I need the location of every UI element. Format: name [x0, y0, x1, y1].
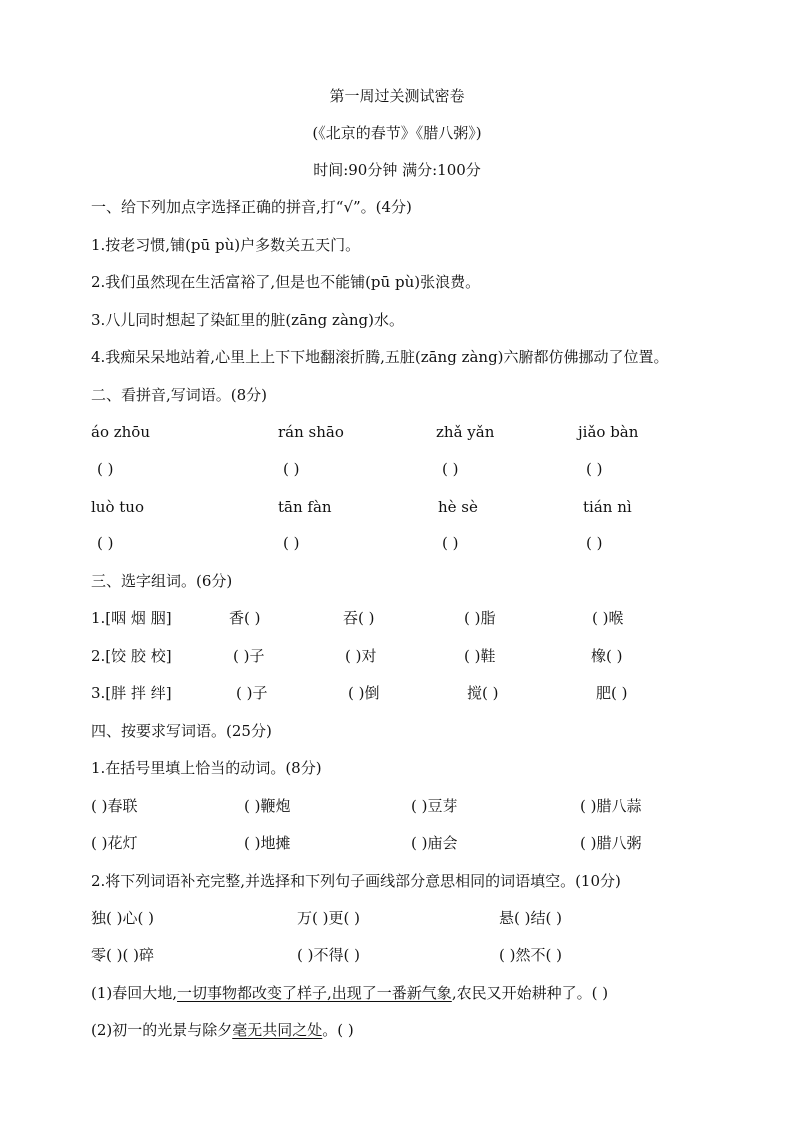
answer-blank[interactable]: ( ) — [97, 534, 114, 552]
pinyin-3: zhǎ yǎn — [436, 423, 495, 441]
fill-word[interactable]: ( )鞋 — [464, 647, 496, 665]
pinyin-7: hè sè — [438, 498, 478, 516]
verb-blank[interactable]: ( )庙会 — [411, 834, 458, 852]
section1-item-2: 2.我们虽然现在生活富裕了,但是也不能铺(pū pù)张浪费。 — [91, 273, 481, 291]
section1-item-1: 1.按老习惯,铺(pū pù)户多数关五天门。 — [91, 236, 361, 254]
sentence-text: (2)初一的光景与除夕 — [91, 1021, 233, 1039]
char-group: 2.[饺 胶 校] — [91, 647, 172, 665]
pinyin-2: rán shāo — [278, 423, 344, 441]
verb-blank[interactable]: ( )腊八蒜 — [580, 797, 642, 815]
question-label: 2.将下列词语补充完整,并选择和下列句子画线部分意思相同的词语填空。(10分) — [91, 872, 621, 890]
answer-blank[interactable]: ( ) — [283, 534, 300, 552]
sentence-2 — [91, 1020, 354, 1040]
sentence-answer[interactable]: 。( ) — [322, 1021, 354, 1039]
fill-word[interactable]: ( )倒 — [348, 684, 380, 702]
pinyin-4: jiǎo bàn — [578, 423, 639, 441]
section1-item-3: 3.八儿同时想起了染缸里的脏(zāng zàng)水。 — [91, 311, 405, 329]
idiom-blank[interactable]: 悬( )结( ) — [499, 909, 562, 927]
fill-word[interactable]: ( )脂 — [464, 609, 496, 627]
answer-blank[interactable]: ( ) — [97, 460, 114, 478]
char-group: 3.[胖 拌 绊] — [91, 684, 172, 702]
verb-blank[interactable]: ( )鞭炮 — [244, 797, 291, 815]
fill-word[interactable]: 香( ) — [229, 609, 261, 627]
section1-item-4: 4.我痴呆呆地站着,心里上上下下地翻滚折腾,五脏(zāng zàng)六腑都仿佛挪动了位置。 — [91, 348, 669, 366]
sentence-text: (1)春回大地, — [91, 984, 178, 1002]
fill-word[interactable]: 吞( ) — [343, 609, 375, 627]
fill-word[interactable]: ( )子 — [236, 684, 268, 702]
page-subtitle: (《北京的春节》《腊八粥》) — [312, 124, 482, 142]
answer-blank[interactable]: ( ) — [586, 534, 603, 552]
pinyin-8: tián nì — [583, 498, 632, 516]
idiom-blank[interactable]: ( )然不( ) — [499, 946, 562, 964]
char-group: 1.[咽 烟 胭] — [91, 609, 172, 627]
verb-blank[interactable]: ( )腊八粥 — [580, 834, 642, 852]
answer-blank[interactable]: ( ) — [442, 534, 459, 552]
idiom-blank[interactable]: ( )不得( ) — [297, 946, 360, 964]
pinyin-5: luò tuo — [91, 498, 144, 516]
pinyin-1: áo zhōu — [91, 423, 150, 441]
section4-heading: 四、按要求写词语。(25分) — [91, 722, 272, 740]
verb-blank[interactable]: ( )春联 — [91, 797, 138, 815]
idiom-blank[interactable]: 零( )( )碎 — [91, 946, 154, 964]
time-score-line: 时间:90分钟 满分:100分 — [313, 161, 481, 179]
fill-word[interactable]: ( )对 — [345, 647, 377, 665]
verb-blank[interactable]: ( )花灯 — [91, 834, 138, 852]
answer-blank[interactable]: ( ) — [442, 460, 459, 478]
verb-blank[interactable]: ( )地摊 — [244, 834, 291, 852]
fill-word[interactable]: ( )喉 — [592, 609, 624, 627]
sentence-1 — [91, 983, 608, 1003]
fill-word[interactable]: 搅( ) — [467, 684, 499, 702]
idiom-blank[interactable]: 万( )更( ) — [297, 909, 360, 927]
pinyin-6: tān fàn — [278, 498, 332, 516]
section2-heading: 二、看拼音,写词语。(8分) — [91, 386, 268, 404]
fill-word[interactable]: 肥( ) — [596, 684, 628, 702]
fill-word[interactable]: ( )子 — [233, 647, 265, 665]
section3-heading: 三、选字组词。(6分) — [91, 572, 233, 590]
answer-blank[interactable]: ( ) — [283, 460, 300, 478]
underlined-phrase: 一切事物都改变了样子,出现了一番新气象 — [177, 984, 452, 1002]
question-label: 1.在括号里填上恰当的动词。(8分) — [91, 759, 322, 777]
page-title: 第一周过关测试密卷 — [329, 87, 465, 105]
underlined-phrase: 毫无共同之处 — [232, 1021, 323, 1039]
answer-blank[interactable]: ( ) — [586, 460, 603, 478]
section1-heading: 一、给下列加点字选择正确的拼音,打“√”。(4分) — [91, 198, 412, 216]
fill-word[interactable]: 橡( ) — [591, 647, 623, 665]
verb-blank[interactable]: ( )豆芽 — [411, 797, 458, 815]
idiom-blank[interactable]: 独( )心( ) — [91, 909, 154, 927]
sentence-answer[interactable]: ,农民又开始耕种了。( ) — [451, 984, 609, 1002]
